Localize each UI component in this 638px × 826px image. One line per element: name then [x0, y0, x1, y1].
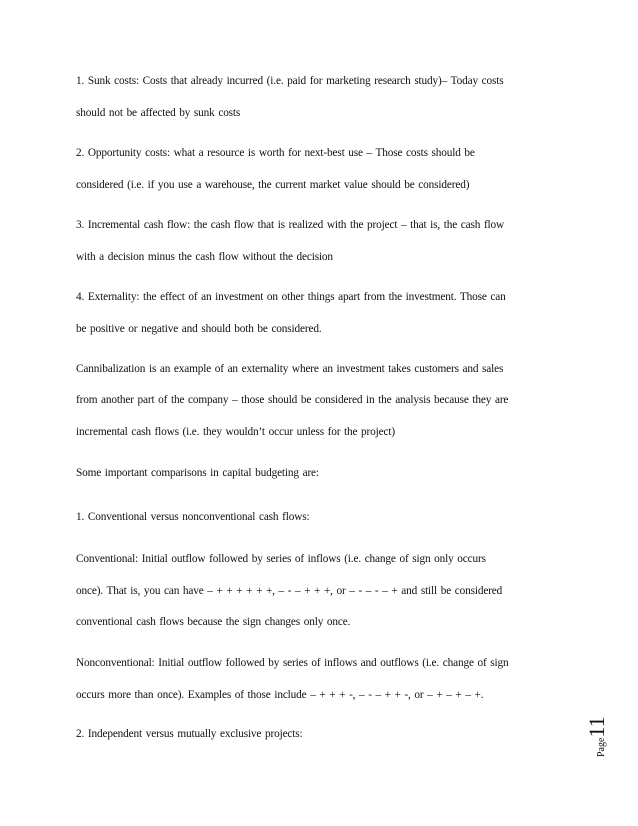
text-line: incremental cash flows (i.e. they wouldn’t occur unless for the project): [76, 426, 395, 438]
text-line: be positive or negative and should both be considered.: [76, 323, 322, 335]
page-number: [584, 675, 634, 765]
text-line: 2. Opportunity costs: what a resource is worth for next-best use – Those costs should be: [76, 147, 475, 159]
page-number-label: Page: [596, 737, 607, 757]
text-line: Cannibalization is an example of an externality where an investment takes customers and sales: [76, 363, 504, 375]
text-line: occurs more than once). Examples of those include – + + + -, – - – + + -, or – + – + – +.: [76, 689, 484, 701]
text-line: 3. Incremental cash flow: the cash flow that is realized with the project – that is, the cash flow: [76, 219, 505, 231]
text-line: Some important comparisons in capital budgeting are:: [76, 467, 319, 479]
text-line: once). That is, you can have – + + + + + +, – - – + + +, or – - – - – + and still be considered: [76, 585, 503, 597]
text-line: considered (i.e. if you use a warehouse, the current market value should be considered): [76, 179, 470, 191]
text-line: conventional cash flows because the sign changes only once.: [76, 616, 351, 628]
text-line: Nonconventional: Initial outflow followed by series of inflows and outflows (i.e. change of sign: [76, 657, 509, 669]
text-line: 1. Conventional versus nonconventional cash flows:: [76, 511, 310, 523]
text-line: 1. Sunk costs: Costs that already incurred (i.e. paid for marketing research study)– Today costs: [76, 75, 504, 87]
text-line: with a decision minus the cash flow without the decision: [76, 251, 333, 263]
page-number-value: 11: [584, 716, 609, 738]
text-line: from another part of the company – those should be considered in the analysis because they are: [76, 394, 509, 406]
text-line: Conventional: Initial outflow followed by series of inflows (i.e. change of sign only occurs: [76, 553, 486, 565]
text-line: should not be affected by sunk costs: [76, 107, 241, 119]
text-line: 2. Independent versus mutually exclusive projects:: [76, 728, 303, 740]
text-line: 4. Externality: the effect of an investment on other things apart from the investment. Those can: [76, 291, 506, 303]
